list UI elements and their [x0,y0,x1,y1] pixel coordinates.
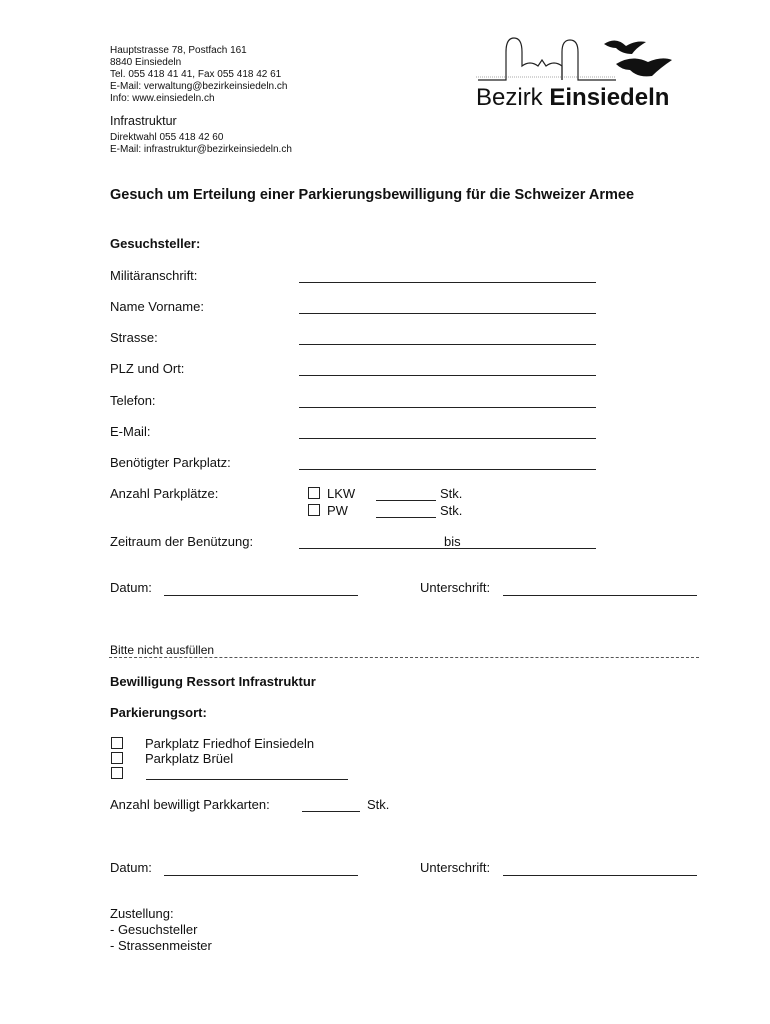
until-label: bis [444,534,461,549]
address-line: Hauptstrasse 78, Postfach 161 [110,45,247,56]
pw-count-field[interactable] [376,517,436,518]
logo-wordmark [476,84,669,112]
phone-field[interactable] [299,407,596,408]
office-signature-label: Unterschrift: [420,860,491,875]
lkw-checkbox[interactable] [308,487,320,499]
parking-needed-field[interactable] [299,469,596,470]
coat-of-arms-logo-icon [476,32,686,88]
street-label: Strasse: [110,330,158,345]
address-line: 8840 Einsiedeln [110,57,182,68]
other-location-checkbox[interactable] [111,767,123,779]
postal-city-label: PLZ und Ort: [110,361,185,376]
postal-city-field[interactable] [299,375,596,376]
lkw-stk-label: Stk. [440,486,463,501]
office-heading: Bewilligung Ressort Infrastruktur [110,674,316,689]
applicant-heading: Gesuchsteller: [110,236,201,251]
address-line: Info: www.einsiedeln.ch [110,93,215,104]
dashed-divider [109,657,699,658]
applicant-date-field[interactable] [164,595,358,596]
parking-needed-label: Benötigter Parkplatz: [110,455,231,470]
applicant-signature-label: Unterschrift: [420,580,491,595]
office-signature-field[interactable] [503,875,697,876]
department-email: E-Mail: infrastruktur@bezirkeinsiedeln.ch [110,144,292,155]
bruel-checkbox[interactable] [111,752,123,764]
department-name: Infrastruktur [110,114,177,128]
address-line: E-Mail: verwaltung@bezirkeinsiedeln.ch [110,81,288,92]
friedhof-checkbox[interactable] [111,737,123,749]
other-location-field[interactable] [146,779,348,780]
name-field[interactable] [299,313,596,314]
direct-line: Direktwahl 055 418 42 60 [110,132,224,143]
delivery-block [110,906,212,954]
applicant-date-label: Datum: [110,580,152,595]
friedhof-option-label: Parkplatz Friedhof Einsiedeln [145,736,315,751]
email-label: E-Mail: [110,424,151,439]
approved-cards-label: Anzahl bewilligt Parkkarten: [110,797,270,812]
office-date-field[interactable] [164,875,358,876]
logo-word-bezirk: Bezirk [476,84,543,111]
delivery-item: - Strassenmeister [110,938,212,953]
approved-cards-field[interactable] [302,811,360,812]
approved-cards-stk-label: Stk. [367,797,390,812]
logo-word-einsiedeln: Einsiedeln [549,84,670,111]
pw-stk-label: Stk. [440,503,463,518]
delivery-label: Zustellung: [110,906,174,921]
phone-label: Telefon: [110,393,156,408]
pw-checkbox[interactable] [308,504,320,516]
parking-count-label: Anzahl Parkplätze: [110,486,219,501]
pw-label: PW [327,503,348,518]
applicant-signature-field[interactable] [503,595,697,596]
address-block [110,45,287,105]
usage-period-label: Zeitraum der Benützung: [110,534,254,549]
military-address-label: Militäranschrift: [110,268,198,283]
email-field[interactable] [299,438,596,439]
form-title: Gesuch um Erteilung einer Parkierungsbewilligung für die Schweizer Armee [110,187,635,203]
street-field[interactable] [299,344,596,345]
parking-location-label: Parkierungsort: [110,705,207,720]
military-address-field[interactable] [299,282,596,283]
bruel-option-label: Parkplatz Brüel [145,751,234,766]
lkw-count-field[interactable] [376,500,436,501]
do-not-fill-note: Bitte nicht ausfüllen [110,643,215,657]
address-line: Tel. 055 418 41 41, Fax 055 418 42 61 [110,69,282,80]
name-label: Name Vorname: [110,299,204,314]
delivery-item: - Gesuchsteller [110,922,198,937]
lkw-label: LKW [327,486,356,501]
office-date-label: Datum: [110,860,152,875]
